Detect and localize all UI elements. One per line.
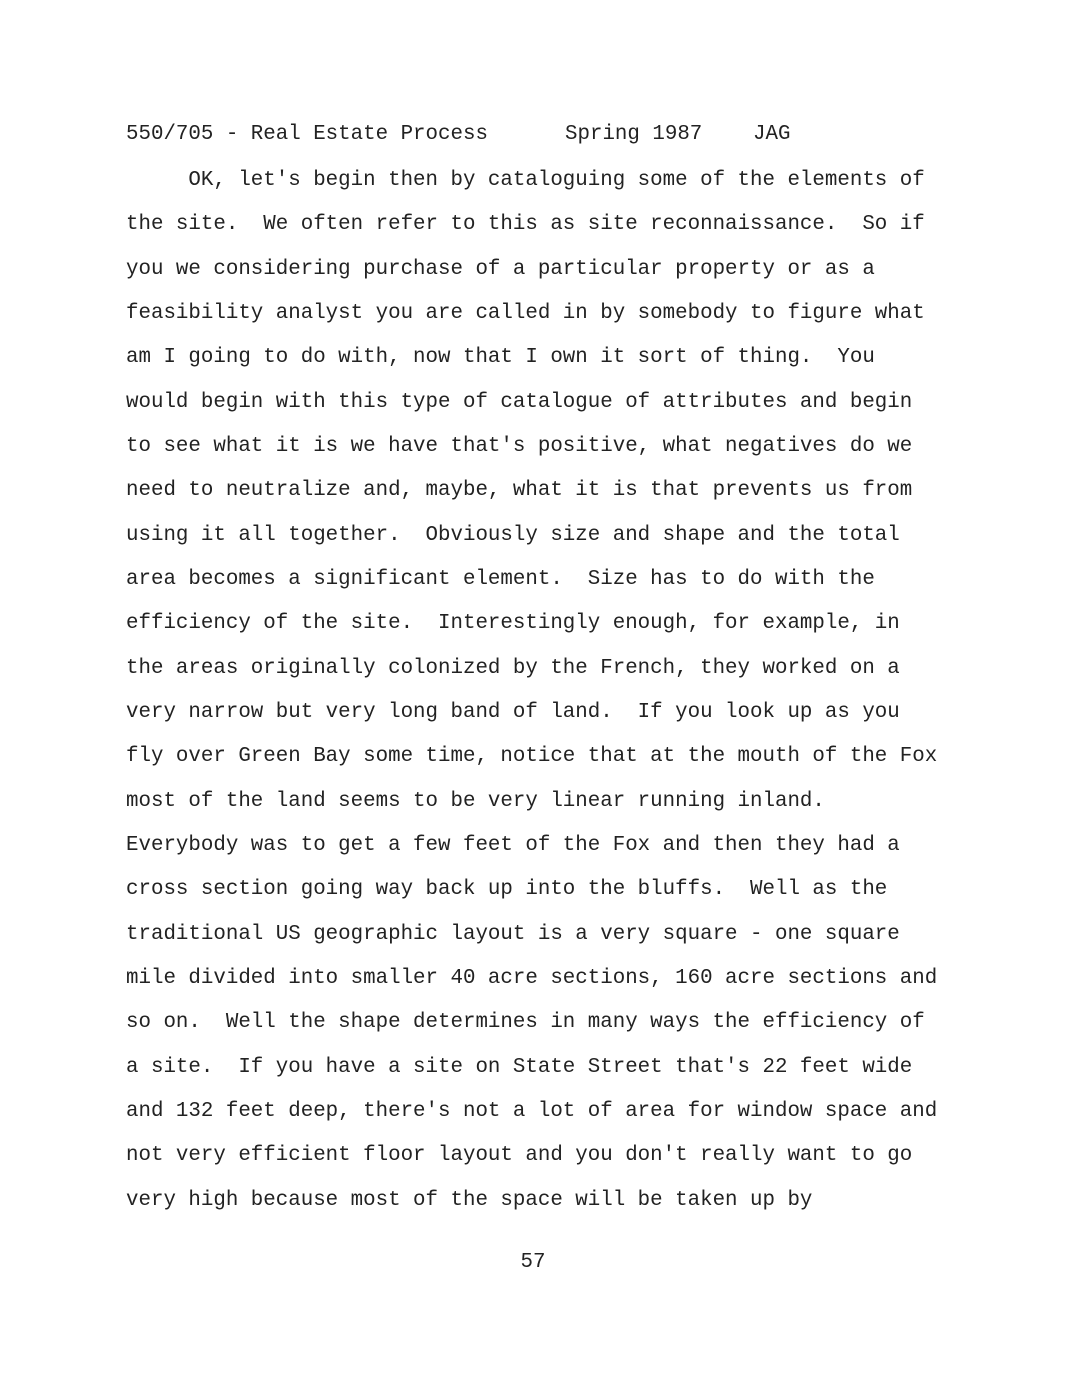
text-line: the areas originally colonized by the French, they worked on a (126, 657, 900, 680)
text-line: you we considering purchase of a particular property or as a (126, 258, 875, 281)
text-line: area becomes a significant element. Size has to do with the (126, 568, 875, 591)
text-line: OK, let's begin then by cataloguing some of the elements of (126, 169, 925, 192)
text-line: very narrow but very long band of land. If you look up as you (126, 701, 900, 724)
text-line: cross section going way back up into the bluffs. Well as the (126, 878, 888, 901)
text-line: would begin with this type of catalogue of attributes and begin (126, 391, 913, 414)
term-label: Spring 1987 (565, 123, 703, 146)
text-line: feasibility analyst you are called in by somebody to figure what (126, 302, 925, 325)
text-line: very high because most of the space will be taken up by (126, 1189, 813, 1212)
text-line: and 132 feet deep, there's not a lot of area for window space and (126, 1100, 938, 1123)
text-line: a site. If you have a site on State Street that's 22 feet wide (126, 1056, 913, 1079)
text-line: am I going to do with, now that I own it sort of thing. You (126, 346, 875, 369)
text-line: using it all together. Obviously size and shape and the total (126, 524, 900, 547)
text-line: Everybody was to get a few feet of the Fox and then they had a (126, 834, 900, 857)
text-line: the site. We often refer to this as site reconnaissance. So if (126, 213, 925, 236)
text-line: traditional US geographic layout is a very square - one square (126, 923, 900, 946)
text-line: not very efficient floor layout and you don't really want to go (126, 1144, 913, 1167)
text-line: so on. Well the shape determines in many ways the efficiency of (126, 1011, 925, 1034)
text-line: most of the land seems to be very linear running inland. (126, 790, 825, 813)
page-number: 57 (520, 1251, 546, 1274)
page-header (126, 123, 791, 149)
author-initials: JAG (753, 123, 791, 146)
text-line: mile divided into smaller 40 acre sections, 160 acre sections and (126, 967, 938, 990)
text-line: fly over Green Bay some time, notice that at the mouth of the Fox (126, 745, 938, 768)
text-line: need to neutralize and, maybe, what it is that prevents us from (126, 479, 913, 502)
course-title: 550/705 - Real Estate Process (126, 123, 488, 146)
text-line: to see what it is we have that's positive, what negatives do we (126, 435, 913, 458)
text-line: efficiency of the site. Interestingly enough, for example, in (126, 612, 900, 635)
